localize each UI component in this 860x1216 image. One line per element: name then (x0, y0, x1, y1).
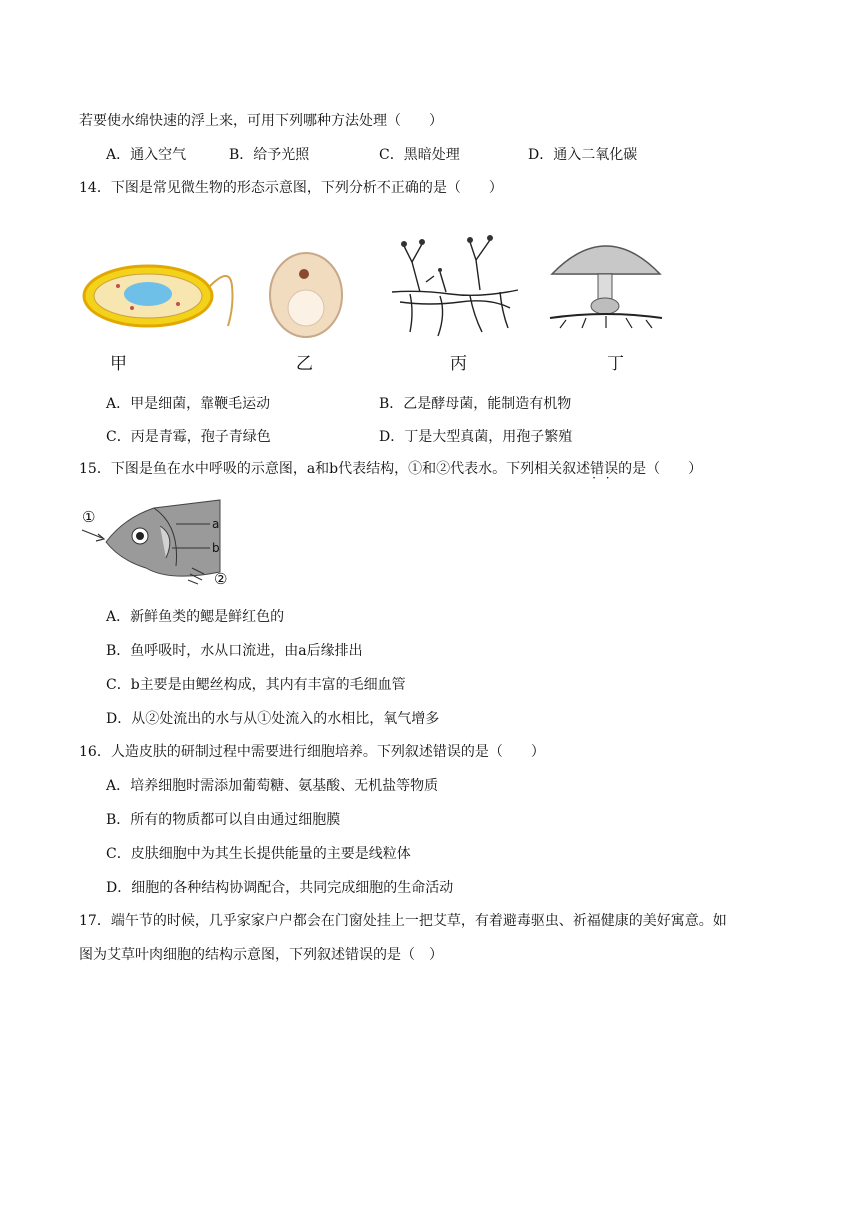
fish-label-a: a (212, 517, 220, 531)
fish-label-in: ① (82, 508, 96, 526)
mushroom-figure (546, 226, 666, 330)
q14-option-b: B．乙是酵母菌，能制造有机物 (379, 396, 572, 412)
q13-option-c: C．黑暗处理 (379, 147, 460, 163)
q16-option-b: B．所有的物质都可以自由通过细胞膜 (106, 812, 341, 828)
q13-option-d: D．通入二氧化碳 (528, 147, 638, 163)
q15-stem-emphasis: 错误 · · (590, 461, 618, 477)
q15-option-b: B．鱼呼吸时，水从口流进，由a后缘排出 (106, 643, 363, 659)
q13-option-a: A．通入空气 (106, 147, 187, 163)
q17-stem-line1: 17．端午节的时候，几乎家家户户都会在门窗处挂上一把艾草，有着避毒驱虫、祈福健康的美好寓意。如 (79, 913, 727, 929)
q13-option-b: B．给予光照 (229, 147, 310, 163)
q15-stem (79, 460, 702, 478)
fish-label-b: b (212, 541, 220, 555)
q14-option-a: A．甲是细菌，靠鞭毛运动 (106, 396, 271, 412)
figure-label-jia: 甲 (110, 354, 127, 374)
bacterium-figure (80, 256, 240, 336)
q16-stem: 16．人造皮肤的研制过程中需要进行细胞培养。下列叙述错误的是（ ） (79, 744, 545, 760)
q15-option-a: A．新鲜鱼类的鳃是鲜红色的 (106, 609, 285, 625)
figure-label-bing: 丙 (450, 354, 467, 374)
q17-stem-line2: 图为艾草叶肉细胞的结构示意图，下列叙述错误的是（ ） (79, 947, 443, 963)
fish-label-out: ② (214, 570, 228, 588)
figure-label-ding: 丁 (607, 354, 624, 374)
q15-option-d: D．从②处流出的水与从①处流入的水相比，氧气增多 (106, 711, 440, 727)
q15-stem-part2: 的是（ ） (618, 461, 703, 477)
q16-option-c: C．皮肤细胞中为其生长提供能量的主要是线粒体 (106, 846, 411, 862)
figure-label-yi: 乙 (296, 354, 313, 374)
yeast-figure (266, 250, 346, 340)
q13-stem: 若要使水绵快速的浮上来，可用下列哪种方法处理（ ） (79, 113, 443, 129)
q14-stem: 14．下图是常见微生物的形态示意图，下列分析不正确的是（ ） (79, 180, 503, 196)
q16-option-a: A．培养细胞时需添加葡萄糖、氨基酸、无机盐等物质 (106, 778, 439, 794)
penicillium-figure (390, 232, 520, 338)
q14-option-c: C．丙是青霉，孢子青绿色 (106, 429, 271, 445)
fish-gill-figure (80, 496, 240, 588)
q15-option-c: C．b主要是由鳃丝构成，其内有丰富的毛细血管 (106, 677, 406, 693)
q14-option-d: D．丁是大型真菌，用孢子繁殖 (379, 429, 573, 445)
q15-stem-part1: 15．下图是鱼在水中呼吸的示意图，a和b代表结构，①和②代表水。下列相关叙述 (79, 461, 591, 477)
q16-option-d: D．细胞的各种结构协调配合，共同完成细胞的生命活动 (106, 880, 454, 896)
